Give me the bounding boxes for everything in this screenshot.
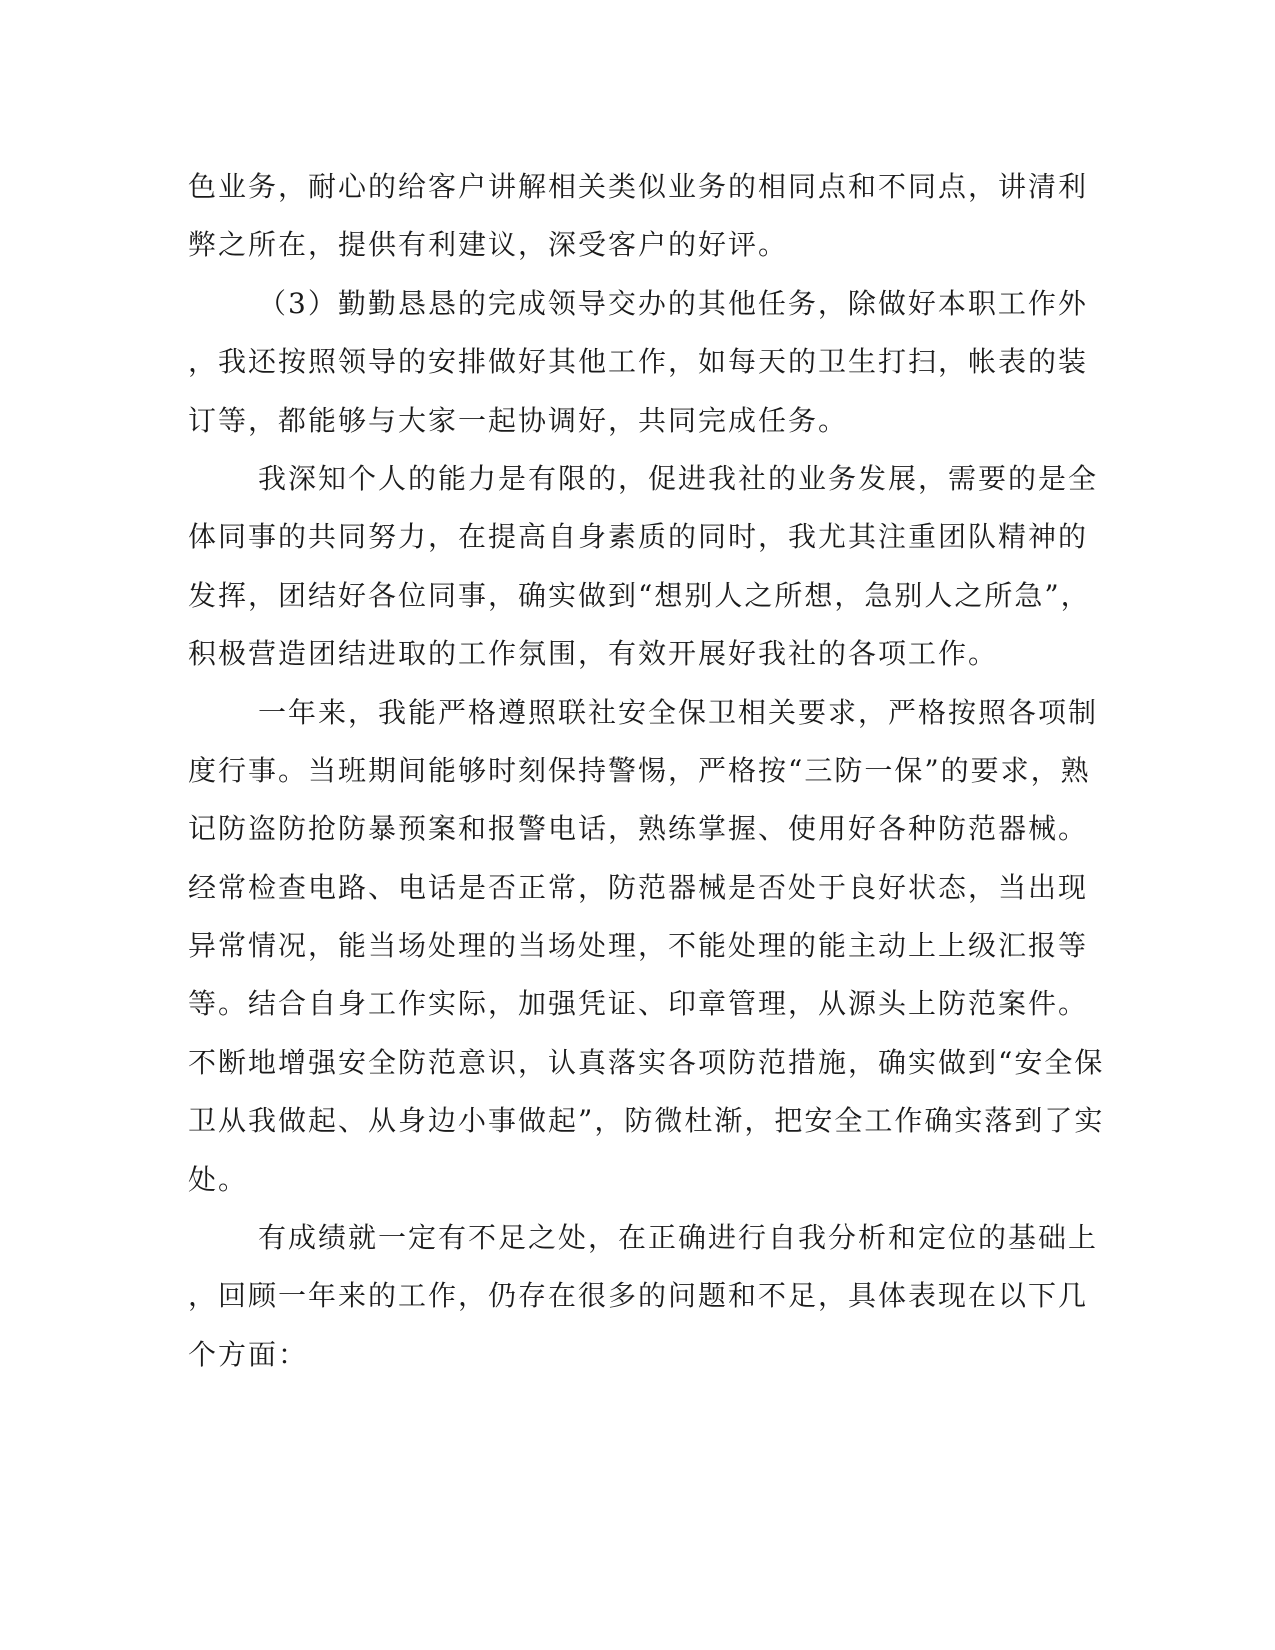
paragraph xyxy=(188,158,1089,275)
paragraph-line: 有成绩就一定有不足之处，在正确进行自我分析和定位的基础上 xyxy=(258,1221,1099,1255)
paragraph-line: 经常检查电路、电话是否正常，防范器械是否处于良好状态，当出现 xyxy=(188,870,1089,904)
paragraph-line: 发挥，团结好各位同事，确实做到“想别人之所想，急别人之所急”， xyxy=(188,578,1091,612)
paragraph-line: 异常情况，能当场处理的当场处理，不能处理的能主动上上级汇报等 xyxy=(188,929,1089,963)
paragraph-line: 处。 xyxy=(188,1162,249,1196)
paragraph xyxy=(188,684,1105,1210)
paragraph-line: 个方面： xyxy=(188,1337,309,1371)
document-body xyxy=(188,158,1105,1384)
paragraph-line: 不断地增强安全防范意识，认真落实各项防范措施，确实做到“安全保 xyxy=(188,1045,1105,1079)
paragraph-line: 卫从我做起、从身边小事做起”，防微杜渐，把安全工作确实落到了实 xyxy=(188,1104,1105,1138)
paragraph-line: （3）勤勤恳恳的完成领导交办的其他任务，除做好本职工作外 xyxy=(258,286,1088,320)
paragraph-line: 记防盗防抢防暴预案和报警电话，熟练掌握、使用好各种防范器械。 xyxy=(188,812,1089,846)
paragraph-line: 弊之所在，提供有利建议，深受客户的好评。 xyxy=(188,228,789,262)
paragraph-line: 积极营造团结进取的工作氛围，有效开展好我社的各项工作。 xyxy=(188,637,999,671)
paragraph xyxy=(188,1209,1099,1384)
paragraph xyxy=(188,275,1089,450)
paragraph-line: 色业务，耐心的给客户讲解相关类似业务的相同点和不同点，讲清利 xyxy=(188,170,1089,203)
paragraph-line: 度行事。当班期间能够时刻保持警惕，严格按“三防一保”的要求，熟 xyxy=(188,753,1091,787)
paragraph-line: ，回顾一年来的工作，仍存在很多的问题和不足，具体表现在以下几 xyxy=(188,1279,1089,1313)
paragraph-line: 订等，都能够与大家一起协调好，共同完成任务。 xyxy=(188,403,849,437)
paragraph-line: 体同事的共同努力，在提高自身素质的同时，我尤其注重团队精神的 xyxy=(188,520,1089,554)
paragraph-line: 我深知个人的能力是有限的，促进我社的业务发展，需要的是全 xyxy=(258,461,1099,495)
paragraph-line: 一年来，我能严格遵照联社安全保卫相关要求，严格按照各项制 xyxy=(258,695,1099,729)
paragraph-line: 等。结合自身工作实际，加强凭证、印章管理，从源头上防范案件。 xyxy=(188,987,1089,1021)
paragraph-line: ，我还按照领导的安排做好其他工作，如每天的卫生打扫，帐表的装 xyxy=(188,345,1089,379)
paragraph xyxy=(188,450,1099,684)
